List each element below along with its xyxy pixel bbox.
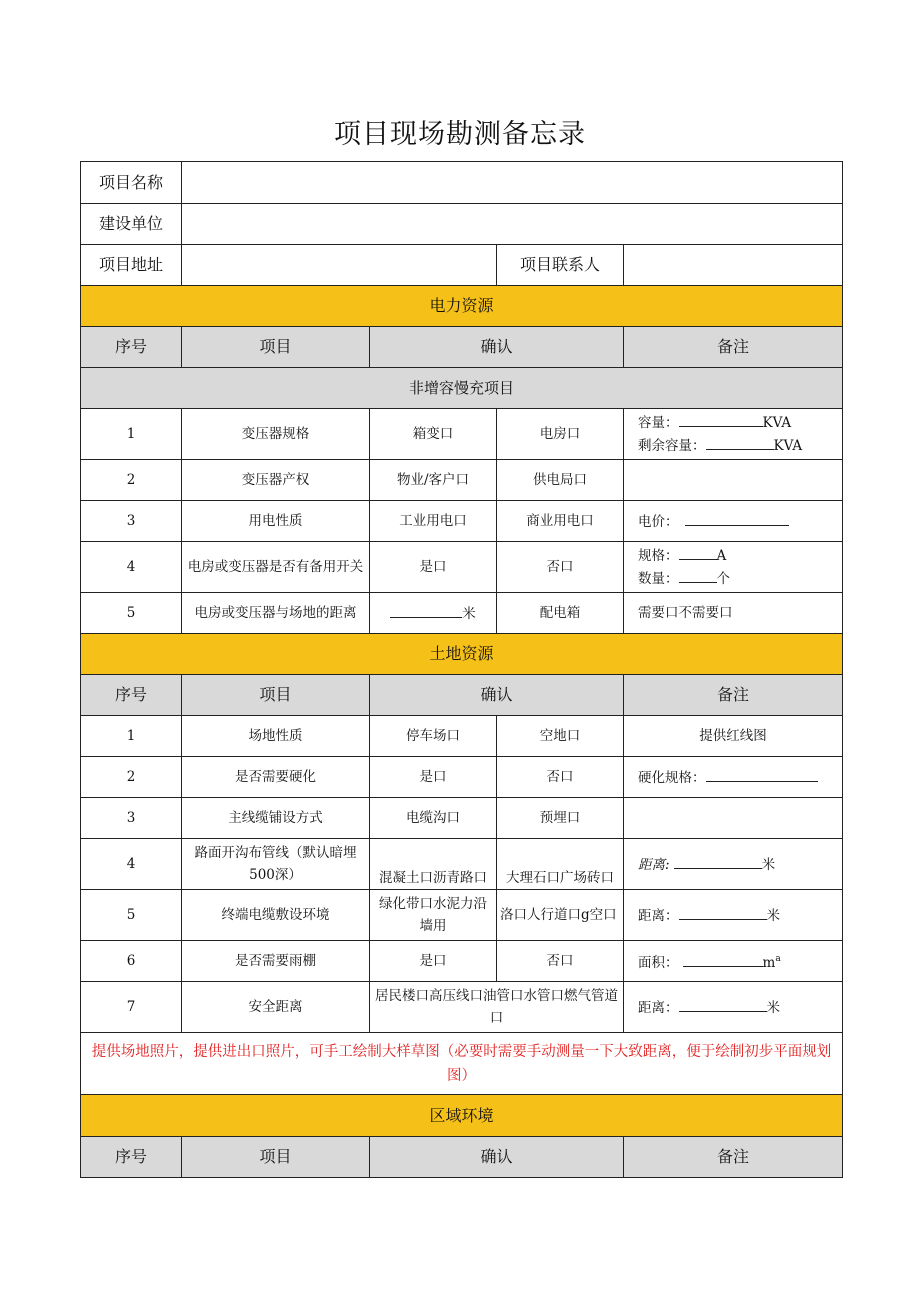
note-unit: A — [716, 548, 727, 564]
option-checkbox[interactable]: 商业用电口 — [497, 501, 624, 542]
col-seq: 序号 — [81, 1137, 182, 1178]
fill-blank[interactable] — [683, 951, 763, 967]
fill-blank[interactable] — [679, 411, 763, 427]
table-row — [81, 839, 843, 890]
note-prefix: 电价： — [638, 513, 679, 530]
row-seq: 6 — [81, 941, 182, 982]
row-note — [624, 501, 843, 542]
note-prefix: 规格： — [638, 548, 679, 564]
table-row — [81, 460, 843, 501]
construction-unit-label: 建设单位 — [81, 204, 182, 245]
table-row — [81, 757, 843, 798]
row-seq: 7 — [81, 982, 182, 1033]
note-prefix: 距离： — [638, 907, 679, 924]
col-note: 备注 — [624, 327, 843, 368]
row-item: 场地性质 — [182, 716, 370, 757]
info-row-name — [81, 162, 843, 204]
note-unit: 米 — [761, 856, 776, 873]
project-contact-label: 项目联系人 — [497, 245, 624, 286]
row-item: 变压器规格 — [182, 409, 370, 460]
row-note — [624, 982, 843, 1033]
column-header-row — [81, 675, 843, 716]
col-item: 项目 — [182, 675, 370, 716]
note-prefix: 剩余容量： — [638, 438, 706, 454]
note-unit: 米 — [766, 999, 780, 1016]
note-unit: 米 — [462, 605, 476, 622]
project-address-label: 项目地址 — [81, 245, 182, 286]
option-checkbox[interactable]: 停车场口 — [370, 716, 497, 757]
row-note — [624, 839, 843, 890]
option-checkbox[interactable]: 否口 — [497, 941, 624, 982]
note-superscript: a — [775, 954, 781, 964]
col-seq: 序号 — [81, 327, 182, 368]
note-unit: 个 — [716, 571, 730, 587]
fill-blank[interactable] — [674, 853, 762, 869]
fill-blank[interactable] — [706, 766, 818, 782]
distance-input[interactable] — [370, 593, 497, 634]
option-checkbox[interactable]: 空地口 — [497, 716, 624, 757]
fill-blank[interactable] — [679, 544, 717, 560]
row-note — [624, 542, 843, 593]
row-item: 主线缆铺设方式 — [182, 798, 370, 839]
col-note: 备注 — [624, 675, 843, 716]
note-prefix: 数量： — [638, 571, 679, 587]
table-row — [81, 409, 843, 460]
fill-blank[interactable] — [685, 510, 789, 526]
fill-blank[interactable] — [706, 434, 774, 450]
row-seq: 4 — [81, 839, 182, 890]
row-item: 用电性质 — [182, 501, 370, 542]
note-prefix: 距离： — [638, 999, 679, 1016]
info-row-address — [81, 245, 843, 286]
row-item: 是否需要雨棚 — [182, 941, 370, 982]
row-note — [624, 757, 843, 798]
option-checkbox[interactable]: 物业/客户口 — [370, 460, 497, 501]
option-checkbox[interactable]: 是口 — [370, 941, 497, 982]
section-header-area — [81, 1095, 843, 1137]
col-confirm: 确认 — [370, 675, 624, 716]
subsection-row — [81, 368, 843, 409]
option-checkbox[interactable]: 绿化带口水泥力沿墙用 — [370, 890, 497, 941]
option-checkbox[interactable]: 大理石口广场砖口 — [497, 839, 624, 890]
row-note — [624, 409, 843, 460]
option-checkbox[interactable]: 预埋口 — [497, 798, 624, 839]
row-seq: 4 — [81, 542, 182, 593]
option-checkbox[interactable]: 电缆沟口 — [370, 798, 497, 839]
note-unit: m — [762, 955, 776, 971]
option-checkbox[interactable]: 工业用电口 — [370, 501, 497, 542]
row-item: 电房或变压器是否有备用开关 — [182, 542, 370, 593]
row-item: 终端电缆敷设环境 — [182, 890, 370, 941]
option-checkbox[interactable]: 否口 — [497, 757, 624, 798]
row-item: 是否需要硬化 — [182, 757, 370, 798]
col-seq: 序号 — [81, 675, 182, 716]
option-checkbox[interactable]: 是口 — [370, 757, 497, 798]
construction-unit-field[interactable] — [182, 204, 843, 245]
remark-text: 提供场地照片，提供进出口照片，可手工绘制大样草图（必要时需要手动测量一下大致距离，便于绘制初步平面规划图） — [81, 1033, 843, 1095]
section-header-power — [81, 286, 843, 327]
note-prefix: 距离: — [638, 856, 670, 873]
table-row — [81, 501, 843, 542]
column-header-row — [81, 1137, 843, 1178]
option-checkbox[interactable]: 是口 — [370, 542, 497, 593]
note-prefix: 硬化规格： — [638, 769, 706, 786]
option-checkbox[interactable]: 需要口不需要口 — [624, 593, 843, 634]
table-row — [81, 716, 843, 757]
row-note: 提供红线图 — [624, 716, 843, 757]
row-seq: 2 — [81, 460, 182, 501]
row-note[interactable] — [624, 460, 843, 501]
row-seq: 2 — [81, 757, 182, 798]
section-title-power: 电力资源 — [81, 286, 843, 327]
col-note: 备注 — [624, 1137, 843, 1178]
note-prefix: 容量： — [638, 415, 679, 431]
row-note — [624, 890, 843, 941]
option-checkbox[interactable]: 洛口人行道口g空口 — [497, 890, 624, 941]
table-row — [81, 982, 843, 1033]
option-checkbox[interactable]: 供电局口 — [497, 460, 624, 501]
option-checkbox[interactable]: 箱变口 — [370, 409, 497, 460]
col-item: 项目 — [182, 327, 370, 368]
row-note[interactable] — [624, 798, 843, 839]
project-address-field[interactable] — [182, 245, 497, 286]
note-unit: KVA — [773, 438, 803, 454]
page-title: 项目现场勘测备忘录 — [334, 119, 586, 150]
project-contact-field[interactable] — [624, 245, 843, 286]
row-seq: 5 — [81, 593, 182, 634]
row-note — [624, 941, 843, 982]
project-name-field[interactable] — [182, 162, 843, 204]
row-seq: 1 — [81, 716, 182, 757]
fill-blank[interactable] — [390, 602, 462, 618]
fill-blank[interactable] — [679, 567, 717, 583]
col-confirm: 确认 — [370, 327, 624, 368]
section-title-area: 区域环境 — [81, 1095, 843, 1137]
row-seq: 3 — [81, 798, 182, 839]
remark-row — [81, 1033, 843, 1095]
row-item: 电房或变压器与场地的距离 — [182, 593, 370, 634]
fill-blank[interactable] — [679, 904, 767, 920]
table-row — [81, 542, 843, 593]
table-row — [81, 593, 843, 634]
row-seq: 3 — [81, 501, 182, 542]
option-checkbox[interactable]: 混凝土口沥青路口 — [370, 839, 497, 890]
table-row — [81, 941, 843, 982]
row-option: 配电箱 — [497, 593, 624, 634]
row-seq: 5 — [81, 890, 182, 941]
col-confirm: 确认 — [370, 1137, 624, 1178]
col-item: 项目 — [182, 1137, 370, 1178]
project-name-label: 项目名称 — [81, 162, 182, 204]
row-item: 变压器产权 — [182, 460, 370, 501]
row-seq: 1 — [81, 409, 182, 460]
option-checkbox[interactable]: 居民楼口高压线口油管口水管口燃气管道口 — [370, 982, 624, 1033]
section-title-land: 土地资源 — [81, 634, 843, 675]
row-item: 路面开沟布管线（默认暗埋500深） — [182, 839, 370, 890]
option-checkbox[interactable]: 否口 — [497, 542, 624, 593]
table-row — [81, 890, 843, 941]
survey-table — [80, 161, 843, 1178]
note-prefix: 面积： — [638, 955, 679, 971]
note-unit: 米 — [766, 907, 780, 924]
table-row — [81, 798, 843, 839]
fill-blank[interactable] — [679, 996, 767, 1012]
note-unit: KVA — [762, 415, 792, 431]
section-header-land — [81, 634, 843, 675]
column-header-row — [81, 327, 843, 368]
row-item: 安全距离 — [182, 982, 370, 1033]
option-checkbox[interactable]: 电房口 — [497, 409, 624, 460]
info-row-unit — [81, 204, 843, 245]
subsection-title: 非增容慢充项目 — [81, 368, 843, 409]
